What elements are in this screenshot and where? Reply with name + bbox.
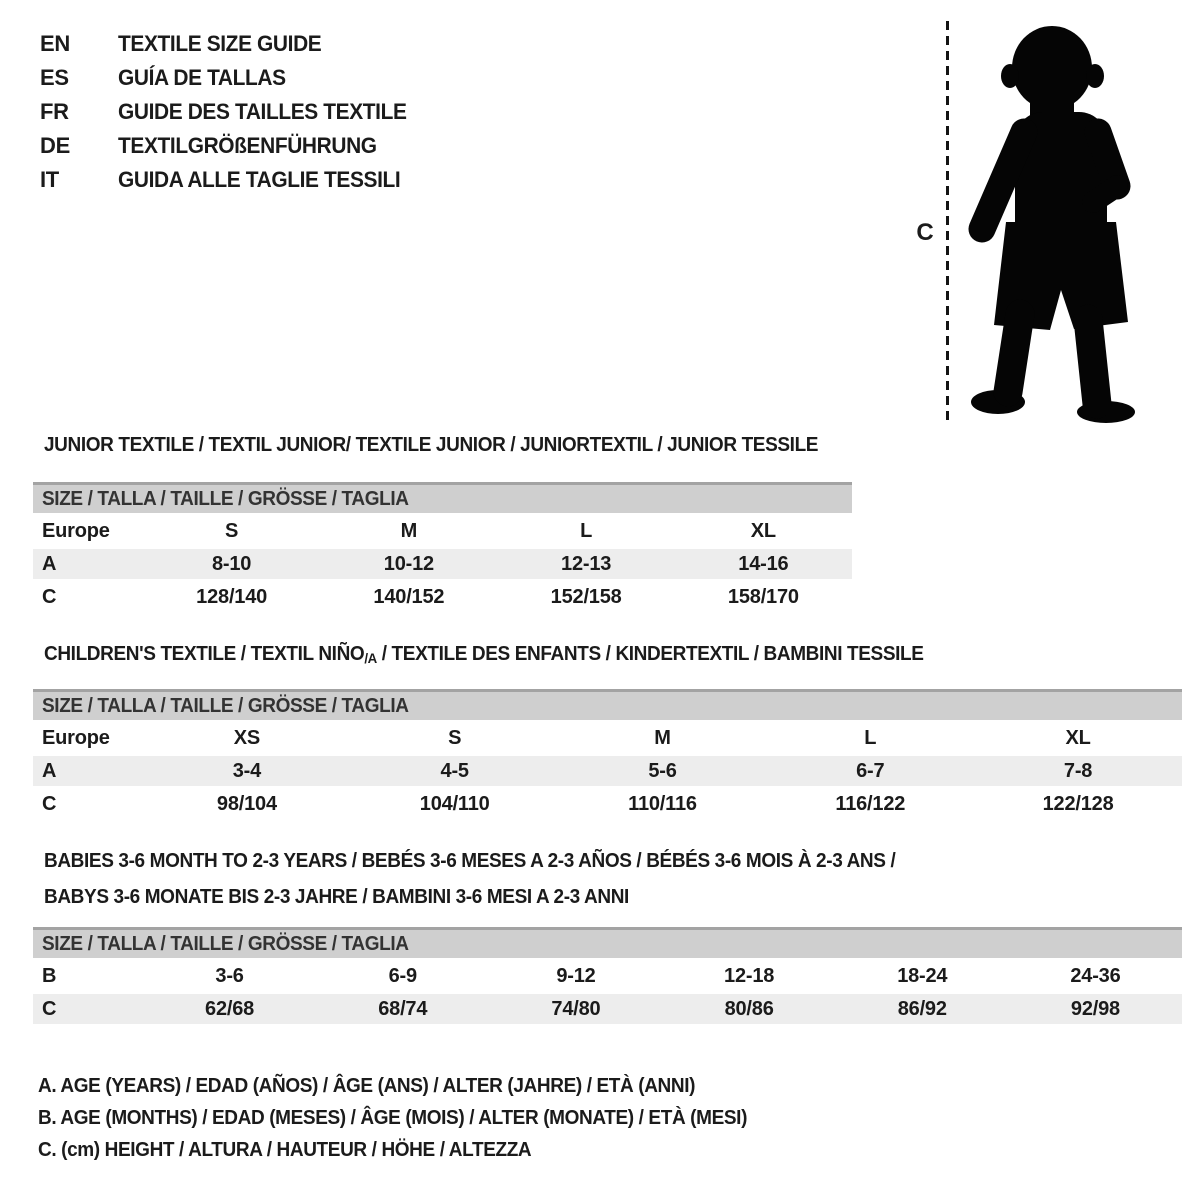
legend bbox=[38, 1070, 784, 1166]
junior-size-table bbox=[33, 482, 852, 615]
size-table-header: SIZE / TALLA / TAILLE / GRÖSSE / TAGLIA bbox=[33, 927, 1182, 958]
language-code: ES bbox=[40, 65, 69, 90]
height-label-c: C bbox=[916, 219, 934, 246]
language-title: GUIDE DES TAILLES TEXTILE bbox=[118, 99, 407, 124]
legend-line-a: A. AGE (YEARS) / EDAD (AÑOS) / ÂGE (ANS) / ALTER (JAHRE) / ETÀ (ANNI) bbox=[38, 1075, 696, 1097]
size-cell: XL bbox=[1065, 726, 1091, 749]
nino-a-subscript: /A bbox=[364, 650, 377, 666]
table-row-height bbox=[33, 994, 1182, 1024]
size-cell: 98/104 bbox=[216, 792, 277, 815]
size-cell: 24-36 bbox=[1070, 964, 1121, 987]
language-list bbox=[40, 27, 422, 197]
size-cell: 9-12 bbox=[556, 964, 596, 987]
size-cell: 158/170 bbox=[727, 585, 799, 608]
table-row-months bbox=[33, 958, 1182, 994]
row-label: B bbox=[42, 964, 57, 987]
size-cell: 18-24 bbox=[897, 964, 948, 987]
size-cell: 12-18 bbox=[724, 964, 775, 987]
size-cell: XS bbox=[233, 726, 261, 749]
row-label: A bbox=[42, 552, 57, 575]
size-cell: 5-6 bbox=[648, 759, 677, 782]
language-code: EN bbox=[40, 31, 70, 56]
row-label: A bbox=[42, 759, 57, 782]
size-cell: 8-10 bbox=[212, 552, 252, 575]
size-cell: 104/110 bbox=[419, 792, 490, 815]
language-row bbox=[40, 163, 422, 197]
size-cell: 122/128 bbox=[1042, 792, 1114, 815]
table-row-height bbox=[33, 579, 852, 615]
language-title: GUIDA ALLE TAGLIE TESSILI bbox=[118, 167, 401, 192]
row-label: C bbox=[42, 997, 57, 1020]
size-cell: M bbox=[400, 519, 418, 542]
size-cell: 7-8 bbox=[1063, 759, 1093, 782]
row-label: Europe bbox=[42, 726, 110, 749]
size-cell: 6-9 bbox=[388, 964, 417, 987]
size-cell: 14-16 bbox=[738, 552, 789, 575]
table-row-europe bbox=[33, 513, 852, 549]
legend-line-b: B. AGE (MONTHS) / EDAD (MESES) / ÂGE (MOIS) / ALTER (MONATE) / ETÀ (MESI) bbox=[38, 1107, 748, 1129]
size-cell: 12-13 bbox=[561, 552, 612, 575]
size-cell: 4-5 bbox=[440, 759, 469, 782]
children-size-table bbox=[33, 689, 1182, 822]
size-table-header: SIZE / TALLA / TAILLE / GRÖSSE / TAGLIA bbox=[33, 482, 852, 513]
size-cell: 92/98 bbox=[1070, 997, 1120, 1020]
size-cell: 152/158 bbox=[550, 585, 622, 608]
height-dashed-line bbox=[946, 21, 949, 420]
size-cell: L bbox=[864, 726, 877, 749]
language-title: TEXTILE SIZE GUIDE bbox=[118, 31, 322, 56]
toddler-silhouette-icon bbox=[960, 24, 1146, 424]
size-cell: 6-7 bbox=[856, 759, 885, 782]
table-row-height bbox=[33, 786, 1182, 822]
babies-size-table bbox=[33, 927, 1182, 1024]
size-cell: S bbox=[225, 519, 239, 542]
language-code: DE bbox=[40, 133, 70, 158]
size-cell: 116/122 bbox=[835, 792, 906, 815]
row-label: Europe bbox=[42, 519, 110, 542]
size-cell: M bbox=[654, 726, 671, 749]
legend-line-c: C. (cm) HEIGHT / ALTURA / HAUTEUR / HÖHE / ALTEZZA bbox=[38, 1139, 532, 1161]
size-cell: 86/92 bbox=[897, 997, 947, 1020]
size-cell: 80/86 bbox=[724, 997, 774, 1020]
language-row bbox=[40, 129, 422, 163]
babies-section-title: BABIES 3-6 MONTH TO 2-3 YEARS / BEBÉS 3-6 MESES A 2-3 AÑOS / BÉBÉS 3-6 MOIS À 2-3 ANS / BABYS 3-6 MONATE BIS 2-3 JAHRE / BAMBINI 3-6 MESI A 2-3 ANNI bbox=[44, 850, 896, 908]
size-table-header: SIZE / TALLA / TAILLE / GRÖSSE / TAGLIA bbox=[33, 689, 1182, 720]
language-code: FR bbox=[40, 99, 69, 124]
size-cell: 10-12 bbox=[383, 552, 434, 575]
table-row-age bbox=[33, 549, 852, 579]
language-row bbox=[40, 61, 422, 95]
size-cell: 140/152 bbox=[373, 585, 445, 608]
table-row-age bbox=[33, 756, 1182, 786]
row-label: C bbox=[42, 585, 57, 608]
size-cell: 3-6 bbox=[215, 964, 244, 987]
size-cell: 62/68 bbox=[205, 997, 255, 1020]
junior-section-title: JUNIOR TEXTILE / TEXTIL JUNIOR/ TEXTILE JUNIOR / JUNIORTEXTIL / JUNIOR TESSILE bbox=[44, 434, 819, 456]
size-cell: 110/116 bbox=[628, 792, 697, 815]
size-cell: L bbox=[580, 519, 593, 542]
table-row-europe bbox=[33, 720, 1182, 756]
size-cell: 3-4 bbox=[232, 759, 262, 782]
size-cell: 68/74 bbox=[378, 997, 428, 1020]
size-cell: S bbox=[448, 726, 462, 749]
language-title: TEXTILGRÖßENFÜHRUNG bbox=[118, 133, 377, 158]
row-label: C bbox=[42, 792, 57, 815]
language-code: IT bbox=[40, 167, 59, 192]
language-row bbox=[40, 95, 422, 129]
children-section-title: CHILDREN'S TEXTILE / TEXTIL $NIÑO_{/A}$ / TEXTILE DES ENFANTS / KINDERTEXTIL / BAMBINI TESSILE bbox=[44, 643, 924, 666]
size-cell: XL bbox=[750, 519, 776, 542]
size-cell: 74/80 bbox=[551, 997, 601, 1020]
language-row bbox=[40, 27, 422, 61]
language-title: GUÍA DE TALLAS bbox=[118, 65, 286, 90]
size-cell: 128/140 bbox=[196, 585, 268, 608]
